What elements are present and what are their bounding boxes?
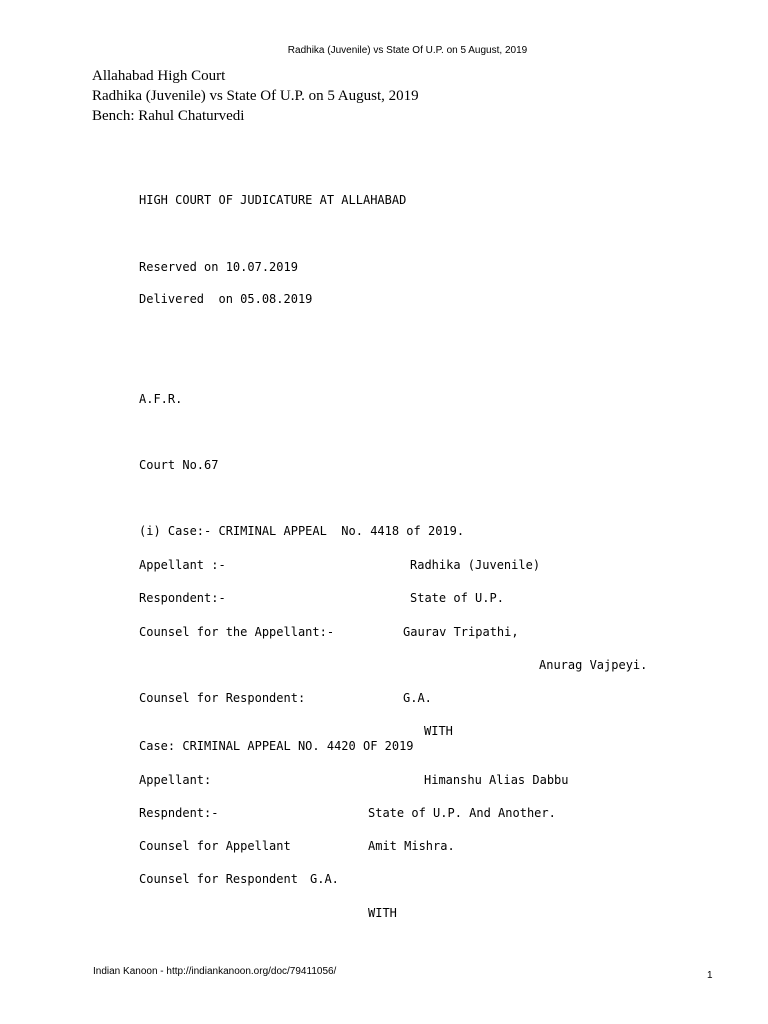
case-title: Radhika (Juvenile) vs State Of U.P. on 5 August, 2019 [92, 88, 419, 104]
case2-appellant-label: Appellant: [139, 773, 212, 787]
case2-appellant-value: Himanshu Alias Dabbu [424, 773, 569, 787]
case2-counsel-respondent-value: G.A. [310, 872, 339, 886]
case2-counsel-appellant-value: Amit Mishra. [368, 839, 455, 853]
case1-respondent-value: State of U.P. [410, 591, 504, 605]
case1-counsel-respondent-label: Counsel for Respondent: [139, 691, 306, 705]
case2-line: Case: CRIMINAL APPEAL NO. 4420 OF 2019 [139, 739, 414, 753]
case1-counsel-appellant-value2: Anurag Vajpeyi. [539, 658, 648, 672]
court-name: Allahabad High Court [92, 68, 226, 84]
case1-counsel-appellant-value: Gaurav Tripathi, [403, 625, 519, 639]
court-heading: HIGH COURT OF JUDICATURE AT ALLAHABAD [139, 193, 407, 207]
bench: Bench: Rahul Chaturvedi [92, 108, 245, 124]
with-separator-2: WITH [368, 906, 397, 920]
afr-marker: A.F.R. [139, 392, 183, 406]
case2-counsel-respondent-label: Counsel for Respondent [139, 872, 298, 886]
case2-respondent-value: State of U.P. And Another. [368, 806, 556, 820]
footer-source: Indian Kanoon - http://indiankanoon.org/doc/79411056/ [93, 966, 337, 977]
case1-counsel-appellant-label: Counsel for the Appellant:- [139, 625, 335, 639]
case1-respondent-label: Respondent:- [139, 591, 226, 605]
delivered-date: Delivered on 05.08.2019 [139, 292, 313, 306]
with-separator-1: WITH [424, 724, 453, 738]
reserved-date: Reserved on 10.07.2019 [139, 260, 298, 274]
case1-line: (i) Case:- CRIMINAL APPEAL No. 4418 of 2019. [139, 524, 465, 538]
case2-counsel-appellant-label: Counsel for Appellant [139, 839, 291, 853]
case1-appellant-value: Radhika (Juvenile) [410, 558, 541, 572]
running-header: Radhika (Juvenile) vs State Of U.P. on 5 August, 2019 [287, 45, 528, 56]
court-number: Court No.67 [139, 458, 219, 472]
page-number: 1 [707, 970, 713, 981]
case1-appellant-label: Appellant :- [139, 558, 226, 572]
case1-counsel-respondent-value: G.A. [403, 691, 432, 705]
case2-respondent-label: Respndent:- [139, 806, 219, 820]
